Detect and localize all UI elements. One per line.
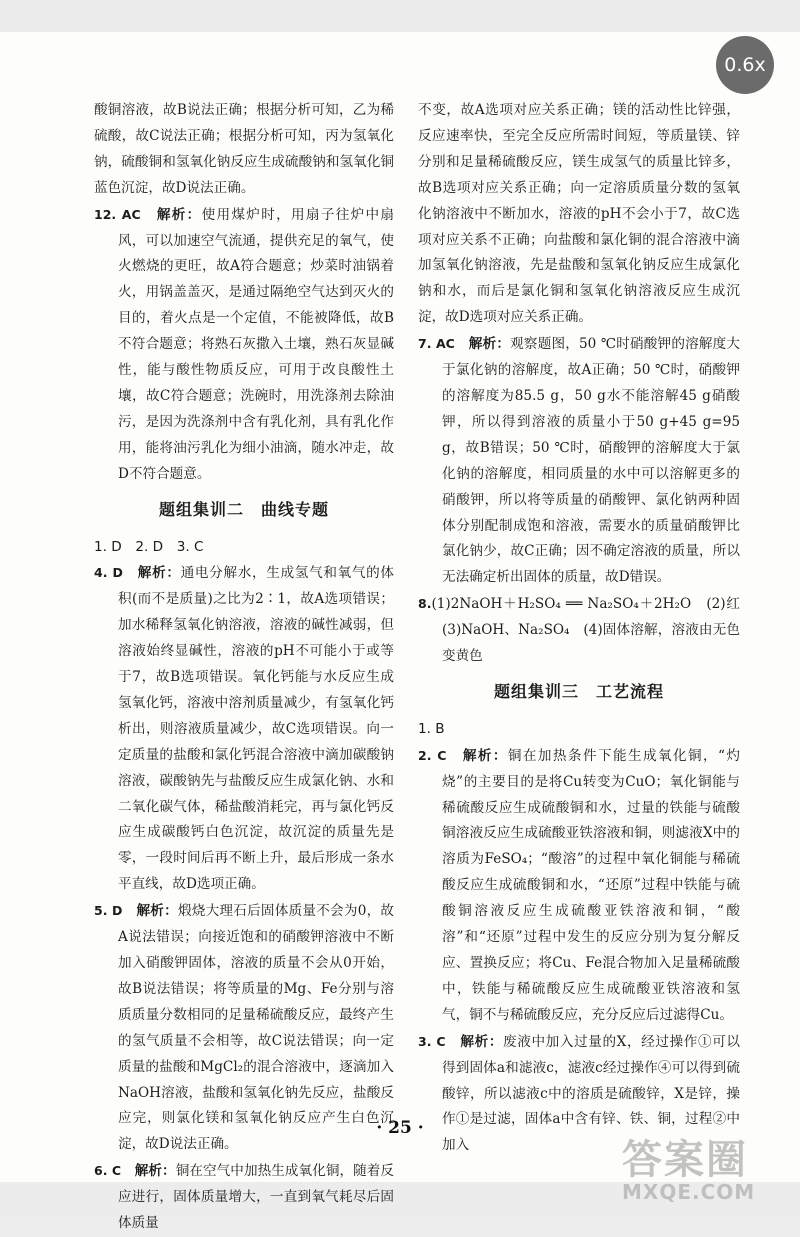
analysis-label: 解析： [136,903,178,920]
analysis-label: 解析： [460,1033,504,1050]
question-number: 8. [418,596,432,612]
analysis-label: 解析： [468,336,511,353]
answer-choice: D [112,903,123,919]
answer-item [418,331,740,591]
analysis-label: 解析： [462,747,508,764]
answer-line: 1. D 2. D 3. C [94,538,204,555]
answer-choice: C [111,1163,122,1179]
explanation-text: 铜在加热条件下能生成氧化铜，“灼烧”的主要目的是将Cu转变为CuO；氧化铜能与稀硫酸反应生成硫酸铜和水，过量的铁能与硫酸铜溶液反应生成硫酸亚铁溶液和铜，则滤液X中的溶质为FeSO₄；“酸溶”的过程中氧化铜能与稀硫酸反应生成硫酸铜和水，“还原”过程中铁能与硫酸铜溶液反应生成硫酸亚铁溶液和铜，“酸溶”和“还原”过程中发生的反应分别为复分解反应、置换反应；将Cu、Fe混合物加入足量稀硫酸中，铁能与稀硫酸反应生成硫酸亚铁溶液和氢气，铜不与稀硫酸反应，充分反应后过滤得Cu。 [442,747,741,1023]
analysis-label: 解析： [156,206,202,223]
question-number: 4. [94,565,108,581]
watermark-url: MXQE.COM [622,1180,756,1204]
explanation-text: 煅烧大理石后固体质量不会为0，故A说法错误；向接近饱和的硝酸钾溶液中不断加入硝酸钾固体，溶液的质量不会从0开始，故B说法错误；将等质量的Mg、Fe分别与溶质质量分数相同的足量稀硫酸反应，最终产生的氢气质量不会相等，故C说法错误；向一定质量的盐酸和MgCl₂的混合溶液中，逐滴加入NaOH溶液，盐酸和氢氧化钠先反应，盐酸反应完，则氯化镁和氢氧化钠反应产生白色沉淀，故D说法正确。 [118,903,395,1153]
question-number: 3. [418,1033,432,1049]
answer-choice: D [112,565,123,581]
watermark-logo [582,1128,792,1218]
explanation-text: 使用煤炉时，用扇子往炉中扇风，可以加速空气流通，提供充足的氧气，使火燃烧的更旺，故A符合题意；炒菜时油锅着火，用锅盖盖灭，是通过隔绝空气达到灭火的目的，着火点是一个定值，不能被降低，故B不符合题意；将熟石灰撒入土壤，熟石灰显碱性，能与酸性物质反应，可用于改良酸性土壤，故C符合题意；洗碗时，用洗涤剂去除油污，是因为洗涤剂中含有乳化剂，具有乳化作用，能将油污乳化为细小油滴，随水冲走，故D不符合题意。 [118,206,395,482]
playback-speed-button[interactable]: 0.6x [716,36,774,94]
section-title: 题组集训三 工艺流程 [493,681,664,701]
answer-item [418,743,740,1029]
paragraph: 酸铜溶液，故B说法正确；根据分析可知，乙为稀硫酸，故C说法正确；根据分析可知，丙为氢氧化钠，硫酸铜和氢氧化钠反应生成硫酸钠和氢氧化铜蓝色沉淀，故D说法正确。 [94,102,394,196]
answer-item [94,1158,394,1237]
explanation-text: 观察题图，50 ℃时硝酸钾的溶解度大于氯化钠的溶解度，故A正确；50 ℃时，硝酸钾的溶解度为85.5 g，50 g水不能溶解45 g硝酸钾，所以得到溶液的质量小于50 g+45 g=95 g，故B错误；50 ℃时，硝酸钾的溶解度大于氯化钠的溶解度，相同质量的水中可以溶解更多的硝酸钾，所以将等质量的硝酸钾、氯化钠两种固体分别配制成饱和溶液，需要水的质量硝酸钾比氯化钠少，故C正确；因不确定溶液的质量，所以无法确定析出固体的质量，故D错误。 [442,336,741,586]
question-number: 6. [94,1163,108,1179]
question-number: 2. [418,747,432,763]
top-bar [0,0,800,32]
answer-item [418,591,754,670]
answer-line: 1. B [418,720,445,737]
analysis-label: 解析： [137,565,181,582]
answer-choice: AC [121,206,141,222]
explanation-text: 废液中加入过量的X，经过操作①可以得到固体a和滤液c，滤液c经过操作④可以得到硫酸锌，所以滤液c中的溶质是硫酸锌，X是锌，操作①是过滤，固体a中含有锌、铁、铜，过程②中加入 [442,1033,741,1154]
answer-choice: AC [435,336,455,352]
answer-item [94,202,394,488]
page-number: · 25 · [376,1118,424,1138]
explanation-text: 通电分解水，生成氢气和氧气的体积(而不是质量)之比为2∶1，故A选项错误；加水稀释氢氧化钠溶液，溶液的碱性减弱，但溶液始终显碱性，溶液的pH不可能小于或等于7，故B选项错误。氧化钙能与水反应生成氢氧化钙，溶液中溶剂质量减少，有氢氧化钙析出，则溶液质量减少，故C选项错误。向一定质量的盐酸和氯化钙混合溶液中滴加碳酸钠溶液，碳酸钠先与盐酸反应生成氯化钠、水和二氧化碳气体，稀盐酸消耗完，再与氯化钙反应生成碳酸钙白色沉淀，故沉淀的质量先是零，一段时间后再不断上升，最后形成一条水平直线，故D选项正确。 [118,565,395,893]
answer-item [94,560,394,898]
left-column [94,98,394,1237]
explanation-text: 铜在空气中加热生成氧化铜，随着反应进行，固体质量增大，一直到氧气耗尽后固体质量 [118,1163,395,1232]
question-number: 5. [94,903,108,919]
right-column [418,98,754,1159]
analysis-label: 解析： [134,1163,176,1180]
paragraph: 不变，故A选项对应关系正确；镁的活动性比锌强，反应速率快，至完全反应所需时间短，等质量镁、锌分别和足量稀硫酸反应，镁生成氢气的质量比锌多，故B选项对应关系正确；向一定溶质质量分数的氢氧化钠溶液中不断加水，溶液的pH不会小于7，故C选项对应关系不正确；向盐酸和氯化铜的混合溶液中滴加氢氧化钠溶液，先是盐酸和氢氧化钠反应生成氯化钠和水，而后是氯化铜和氢氧化钠溶液反应生成沉淀，故D选项对应关系正确。 [418,102,740,326]
explanation-text: (1)2NaOH＋H₂SO₄ ══ Na₂SO₄＋2H₂O (2)红 (3)NaOH、Na₂SO₄ (4)固体溶解，溶液由无色变黄色 [431,596,754,665]
section-title: 题组集训二 曲线专题 [158,499,329,519]
answer-choice: C [436,1033,446,1049]
watermark-text: 答案圈 [622,1137,748,1183]
answer-choice: C [437,747,447,763]
question-number: 12. [94,206,117,222]
question-number: 7. [418,336,432,352]
